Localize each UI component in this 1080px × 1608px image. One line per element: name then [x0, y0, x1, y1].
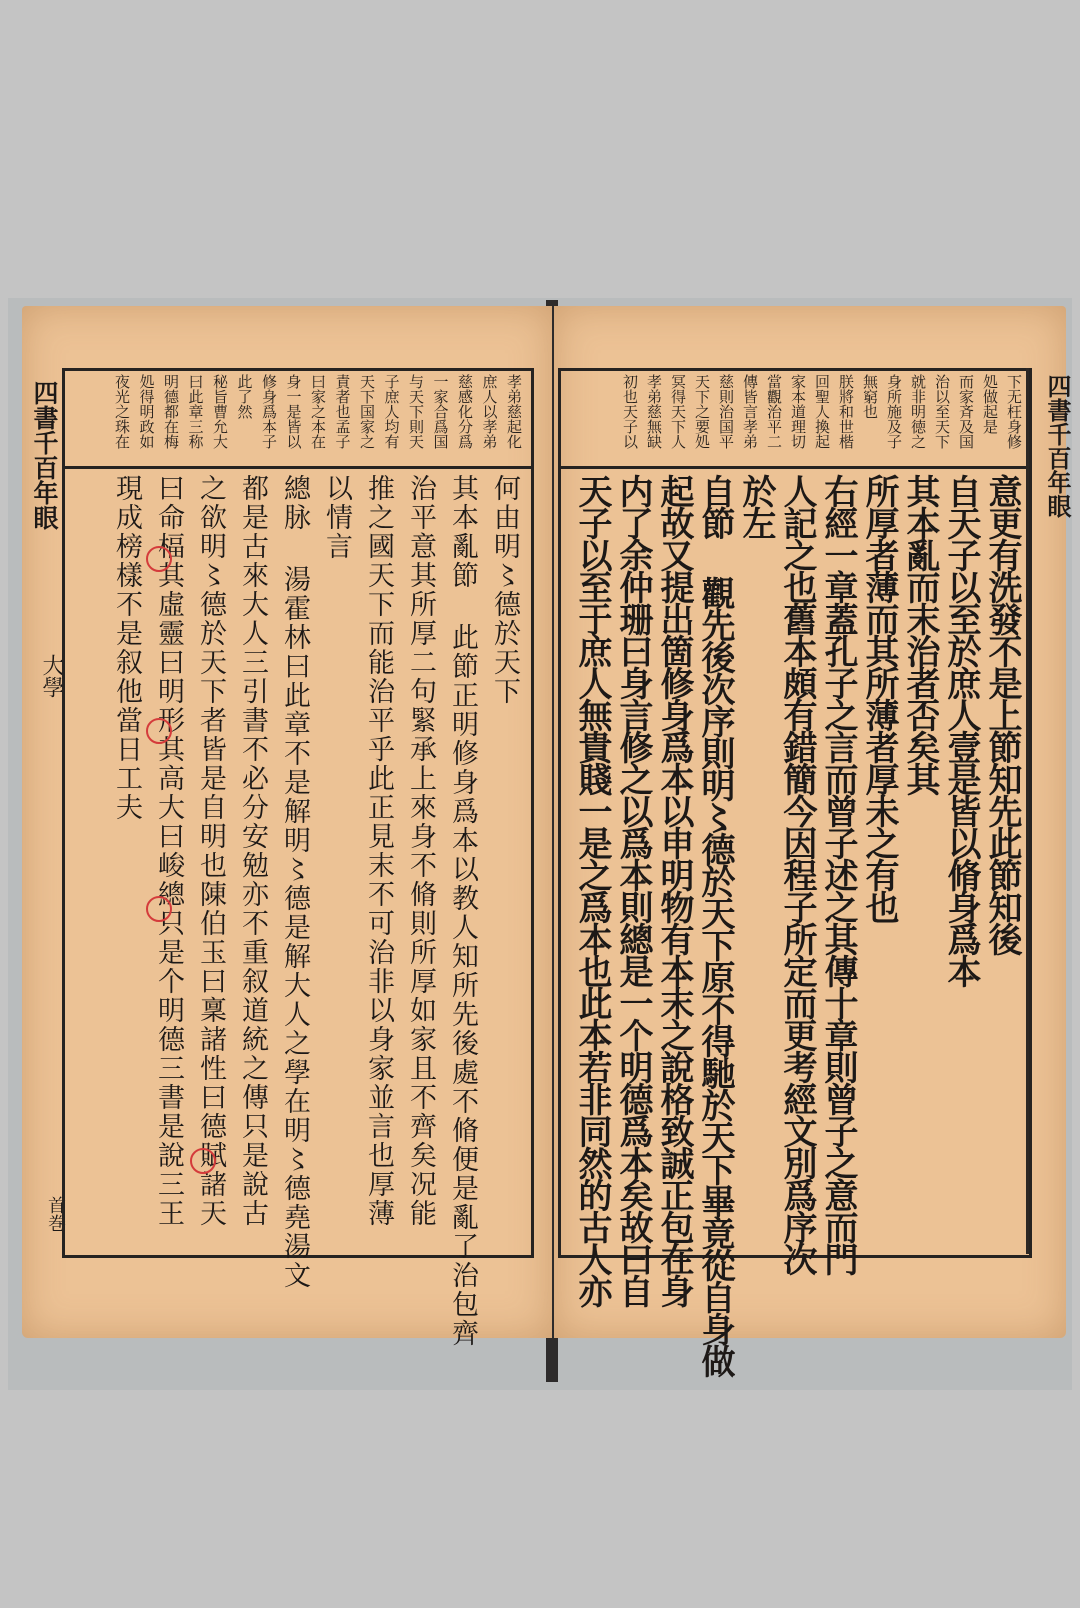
annotation-column: 而家斉及国: [957, 374, 975, 449]
left-spine-footer: 首巻: [45, 1196, 66, 1232]
annotation-column: 就非明徳之: [909, 374, 927, 449]
annotation-column: 朕將和世楷: [837, 374, 855, 449]
left-header-divider: [62, 466, 534, 469]
text-column: 自節 觀先後次序則明〻德於天下原不得馳於天下畢竟從自身做: [695, 474, 735, 1376]
annotation-column: 与天下則天: [407, 374, 425, 449]
text-column: 所厚者薄而其所薄者厚未之有也: [859, 474, 899, 922]
text-column: 自天子以至於庶人壹是皆以脩身爲本: [941, 474, 981, 986]
left-spine-title: 四書千百年眼: [30, 380, 59, 530]
open-book: [16, 306, 1072, 1376]
text-column: 現成榜樣不是叙他當日工夫: [111, 474, 142, 822]
text-column: 之欲明〻德於天下者皆是自明也陳伯玉曰稟諸性曰德賦諸天: [195, 474, 226, 1228]
annotation-column: 秘旨曹允大: [211, 374, 229, 449]
annotation-column: 修身爲本子: [260, 374, 278, 449]
annotation-column: 曰家之本在: [309, 374, 327, 449]
text-column: 意更有洗發不是上節知先此節知後: [982, 474, 1022, 954]
text-column: 推之國天下而能治平乎此正見末不可治非以身家並言也厚薄: [363, 474, 394, 1228]
annotation-column: 子庶人均有: [382, 374, 401, 449]
right-page: [554, 306, 1072, 1376]
annotation-column: 孝弟慈起化: [505, 374, 523, 449]
left-page: [22, 306, 552, 1348]
annotation-column: 処做起是: [981, 374, 999, 434]
right-edge-rule: [1026, 368, 1029, 1254]
red-circle-mark: [146, 546, 172, 572]
text-column: 何由明〻德於天下: [489, 474, 520, 706]
annotation-column: 慈感化分爲: [456, 374, 474, 449]
text-column: 其本亂而末治者否矣其: [900, 474, 940, 794]
annotation-column: 家本道理切: [789, 374, 807, 449]
annotation-column: 庶人以孝弟: [480, 374, 499, 449]
annotation-column: 天下国家之: [358, 374, 376, 449]
annotation-column: 処得明政如: [137, 374, 156, 449]
text-column: 天子以至于庶人無貴賤一是之爲本也此本若非同然的古人亦: [572, 474, 612, 1306]
annotation-column: 身一是皆以: [284, 374, 303, 449]
annotation-column: 一家合爲国: [431, 374, 450, 449]
annotation-column: 明德都在梅: [162, 374, 180, 449]
text-column: 人記之也舊本頗有錯簡今因程子所定而更考經文別爲序次: [777, 474, 817, 1274]
right-header-divider: [558, 466, 1032, 469]
text-column: 以情言: [321, 474, 352, 561]
annotation-column: 冥得天下人: [669, 374, 687, 449]
annotation-column: 孝弟慈無缺: [645, 374, 663, 449]
red-circle-mark: [190, 1148, 216, 1174]
text-column: 起故又提出箇修身爲本以申明物有本末之說格致誠正包在身: [654, 474, 694, 1306]
red-circle-mark: [146, 896, 172, 922]
annotation-column: 慈則治国平: [717, 374, 735, 449]
left-spine-section: 大學: [39, 654, 64, 698]
annotation-column: 天下之要処: [693, 374, 711, 449]
text-column: 總脉 湯霍林曰此章不是解明〻德是解大人之學在明〻德堯湯文: [279, 474, 310, 1290]
annotation-column: 無窮也: [861, 374, 879, 419]
annotation-column: 下无枉身修: [1005, 374, 1023, 449]
annotation-column: 回聖人換起: [813, 374, 831, 449]
annotation-column: 責者也孟子: [333, 374, 352, 449]
annotation-column: 傳皆言孝弟: [741, 374, 759, 449]
text-column: 都是古來大人三引書不必分安勉亦不重叙道統之傳只是說古: [237, 474, 268, 1228]
annotation-column: 初也天子以: [621, 374, 639, 449]
text-column: 曰命楅其虛靈曰明形其高大曰峻總只是个明德三書是說三王: [153, 474, 184, 1228]
text-column: 内了余仲珊曰身言修之以爲本則總是一个明德爲本矣故曰自: [613, 474, 653, 1306]
red-circle-mark: [146, 718, 172, 744]
text-column: 其本亂節 此節正明修身爲本以教人知所先後處不脩便是亂了治包齊: [447, 474, 478, 1348]
annotation-column: 身所施及子: [885, 374, 903, 449]
right-spine-title: 四書千百年眼: [1043, 374, 1072, 518]
annotation-column: 當觀治平二: [765, 374, 783, 449]
annotation-column: 夜光之珠在: [113, 374, 131, 449]
annotation-column: 治以至天下: [933, 374, 951, 449]
annotation-column: 曰此章三称: [186, 374, 205, 449]
text-column: 右經一章蓋孔子之言而曾子述之其傳十章則曾子之意而門: [818, 474, 858, 1274]
text-column: 治平意其所厚二句緊承上來身不脩則所厚如家且不齊矣况能: [405, 474, 436, 1228]
annotation-column: 此了然: [235, 374, 254, 419]
text-column: 於左: [736, 474, 776, 538]
